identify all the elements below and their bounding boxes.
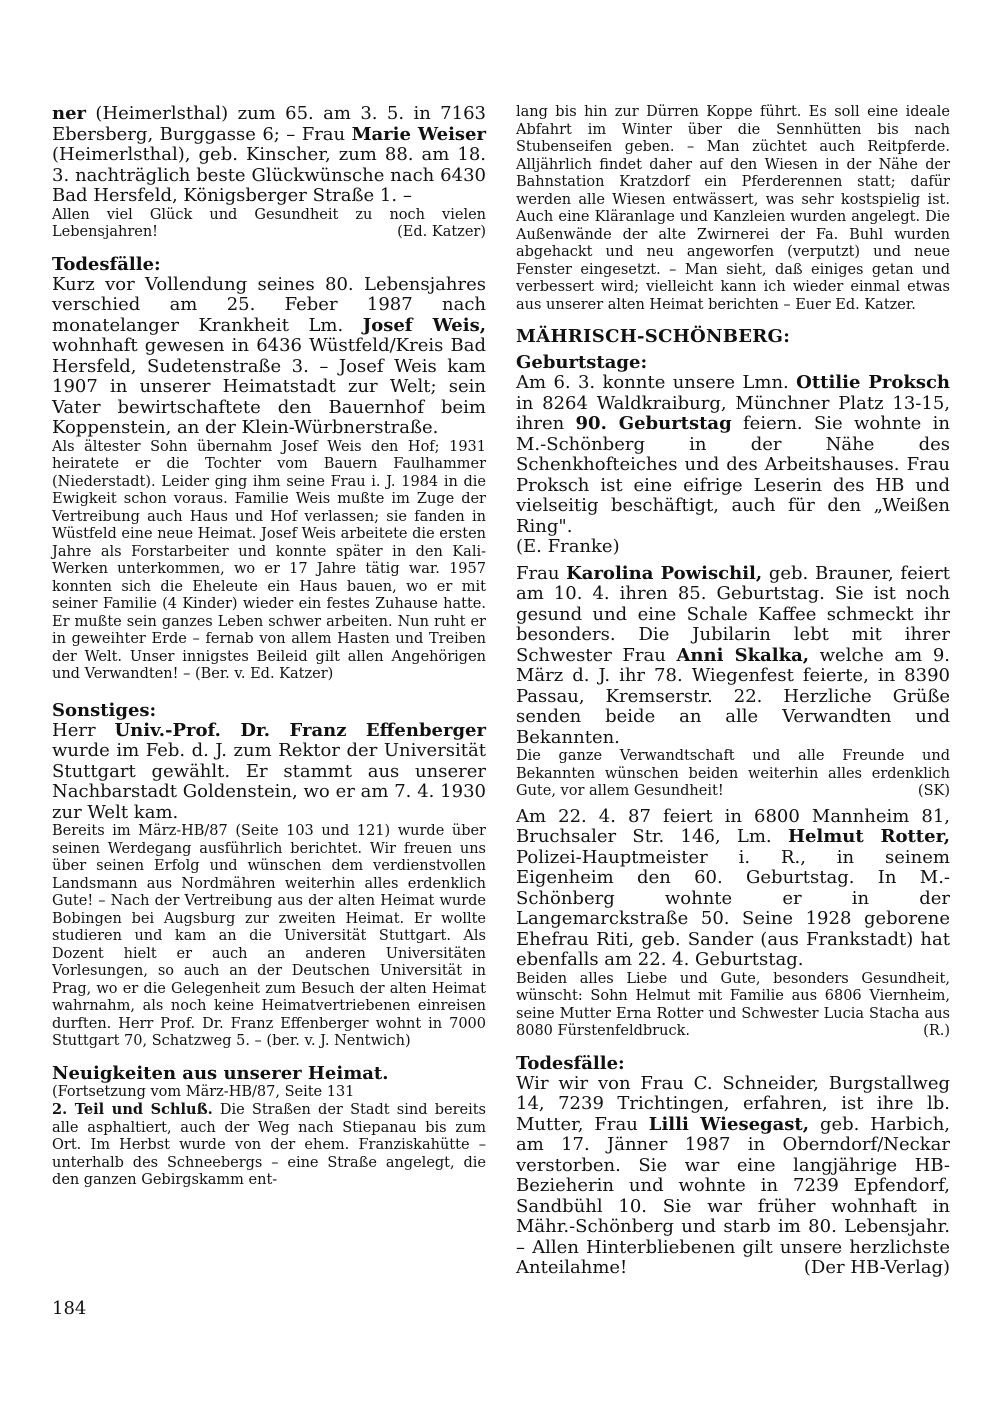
obituary-paragraph: Kurz vor Vollendung seines 80. Lebensjahres verschied am 25. Feber 1987 nach monatelanger Krankheit Lm. Josef Weis, wohnhaft gewesen in 6436 Wüstfeld/Kreis Bad Hersfeld, Sudetenstraße 3. – Josef Weis kam 1907 in unserer Heimatstadt zur Welt; sein Vater bewirtschaftete den Bauernhof beim Koppenstein, an der Klein-Würbnerstraße. xyxy=(52,273,487,438)
name-bold: Univ.-Prof. Dr. Franz Effenberger xyxy=(114,719,486,741)
name-bold: Helmut Rotter, xyxy=(787,826,951,847)
name-bold: Marie Weiser xyxy=(351,123,486,145)
news-details: Bereits im März-HB/87 (Seite 103 und 121) wurde über seinen Werdegang ausführlich berichtet. Wir freuen uns über seinen Erfolg und wünschen dem verdienstvollen Landsmann aus Nordmähren weiterhin alles erdenklich Gute! – Nach der Vertreibung aus der alten Heimat wurde Bobingen bei Augsburg zur zweiten Heimat. Er wollte studieren und kam an die Universität Stuttgart. Als Dozent hielt er auch an anderen Universitäten Vorlesungen, so auch an der Deutschen Universität in Prag, wo er die Gelegenheit zum Besuch der alten Heimat wahrnahm, als noch keine Heimatvertriebenen einreisen durften. Herr Prof. Dr. Franz Effenberger wohnt in 7000 Stuttgart 70, Schatzweg 5. – (ber. v. J. Nentwich) xyxy=(52,823,486,1049)
signature: (Ed. Katzer) xyxy=(397,224,486,240)
right-column xyxy=(516,104,950,1279)
birthday-powischil: Frau Karolina Powischil, geb. Brauner, feiert am 10. 4. ihren 85. Geburtstag. Sie ist noch gesund und eine Schale Kaffee schmeckt ihr besonders. Die Jubilarin lebt mit ihrer Schwester Frau Anni Skalka, welche am 9. März d. J. ihr 78. Wiegenfest feierte, in 8390 Passau, Kremserstr. 22. Herzliche Grüße senden beide an alle Verwandten und Bekannten. xyxy=(516,562,950,748)
name-bold: Anni Skalka, xyxy=(676,644,809,666)
news-continued: lang bis hin zur Dürren Koppe führt. Es soll eine ideale Abfahrt im Winter über die Sennhütten bis nach Stubenseifen geben. – Man züchtet auch Reitpferde. Alljährlich findet daher auf den Wiesen in der Nähe der Bahnstation Kratzdorf ein Pferderennen statt; dafür werden alle Wiesen entwässert, was sehr kostspielig ist. Auch eine Kläranlage und Kanzleien wurden angelegt. Die Außenwände der alte Zwirnerei der Fa. Buhl wurden abgehackt und neu angeworfen (verputzt) und neue Fenster eingesetzt. – Man sieht, daß einiges getan und verbessert wird; vielleicht kann ich wieder einmal etwas aus unserer alten Heimat berichten – Euer Ed. Katzer. xyxy=(516,104,950,313)
news-continuation: 2. Teil und Schluß. Die Straßen der Stadt sind bereits alle asphaltiert, auch der Weg nach Stiepanau bis zum Ort. Im Herbst wurde von der ehem. Franziskahütte – unterhalb des Schneebergs – eine Straße angelegt, die den ganzen Gebirgskamm ent- xyxy=(52,1101,486,1188)
birthday-paragraph xyxy=(52,104,486,207)
obituary-wiesegast: Wir wir von Frau C. Schneider, Burgstallweg 14, 7239 Trichtingen, erfahren, ist ihre lb. Mutter, Frau Lilli Wiesegast, geb. Harbich, am 17. Jänner 1987 in Oberndorf/Neckar verstorben. Sie war eine langjährige HB-Bezieherin und wohnte in 7239 Epfendorf, Sandbühl 10. Sie war früher wohnhaft in Mähr.-Schönberg und starb im 80. Lebensjahr. – Allen Hinterbliebenen gilt unsere herzlichste Anteilahme! (Der HB-Verlag) xyxy=(516,1072,951,1278)
name-bold: Ottilie Proksch xyxy=(796,372,951,393)
birthday-wishes: Beiden alles Liebe und Gute, besonders Gesundheit, wünscht: Sohn Helmut mit Familie aus 6806 Viernheim, seine Mutter Erna Rotter und Schwester Lucia Stacha aus 8080 Fürstenfeldbruck. (R.) xyxy=(516,970,950,1039)
signature: (R.) xyxy=(923,1023,950,1039)
section-title: MÄHRISCH-SCHÖNBERG: xyxy=(516,326,791,347)
name-bold: Josef Weis, xyxy=(362,314,487,336)
heading-todesfaelle: Todesfälle: xyxy=(52,253,161,275)
heading-geburtstage: Geburtstage: xyxy=(516,352,648,373)
heading-sonstiges: Sonstiges: xyxy=(52,699,157,721)
page-number: 184 xyxy=(52,1298,87,1319)
name-bold: Karolina Powischil, xyxy=(566,562,763,584)
signature: (Der HB-Verlag) xyxy=(803,1257,950,1278)
birthday-wishes: Allen viel Glück und Gesundheit zu noch vielen Lebensjahren! (Ed. Katzer) xyxy=(52,206,486,240)
part-label: 2. Teil und Schluß. xyxy=(52,1101,213,1118)
emphasis-bold: 90. Geburtstag xyxy=(575,413,732,434)
heading-todesfaelle: Todesfälle: xyxy=(516,1052,625,1074)
name-bold: Lilli Wiesegast, xyxy=(648,1113,810,1135)
text: (Heimerlsthal), geb. Kinscher, zum 88. am 18. 3. nachträglich beste Glückwünsche nach 6430 Bad Hersfeld, Königsberger Straße 1. – xyxy=(52,144,486,206)
name-bold: ner xyxy=(52,103,87,124)
signature: (SK) xyxy=(917,783,950,799)
birthday-wishes: Die ganze Verwandtschaft und alle Freunde und Bekannten wünschen beiden weiterhin alles erdenklich Gute, vor allem Gesundheit! (SK) xyxy=(516,748,950,799)
birthday-rotter: Am 22. 4. 87 feiert in 6800 Mannheim 81, Bruchsaler Str. 146, Lm. Helmut Rotter, Polizei-Hauptmeister i. R., in seinem Eigenheim den 60. Geburtstag. In M.-Schönberg wohnte er in der Langemarckstraße 50. Seine 1928 geborene Ehefrau Riti, geb. Sander (aus Frankstadt) hat ebenfalls am 22. 4. Geburtstag. xyxy=(516,805,951,970)
text: (Heimerlsthal) zum 65. am 3. 5. in 7163 Ebersberg, Burggasse 6; – Frau xyxy=(52,103,486,145)
news-paragraph: Herr Univ.-Prof. Dr. Franz Effenberger wurde im Feb. d. J. zum Rektor der Universität Stuttgart gewählt. Er stammt aus unserer Nachbarstadt Goldenstein, wo er am 7. 4. 1930 zur Welt kam. xyxy=(52,719,486,823)
obituary-details: Als ältester Sohn übernahm Josef Weis den Hof; 1931 heiratete er die Tochter vom Bauern Faulhammer (Niederstadt). Leider ging ihm seine Frau i. J. 1984 in die Ewigkeit schon voraus. Familie Weis mußte im Zuge der Vertreibung auch Haus und Hof verlassen; sie fanden in Wüstfeld eine neue Heimat. Josef Weis arbeitete die ersten Jahre als Forstarbeiter und konnte später in den Kali-Werken unterkommen, wo er 17 Jahre tätig war. 1957 konnten sich die Eheleute ein Haus bauen, wo er mit seiner Familie (4 Kinder) wieder ein festes Zuhause hatte. Er mußte sein ganzes Leben schwer arbeiten. Nun ruht er in geweihter Erde – fernab von allem Hasten und Treiben der Welt. Unser innigstes Beileid gilt allen Angehörigen und Verwandten! – (Ber. v. Ed. Katzer) xyxy=(52,438,486,682)
continuation-note: (Fortsetzung vom März-HB/87, Seite 131 xyxy=(52,1083,355,1100)
heading-neuigkeiten: Neuigkeiten aus unserer Heimat. xyxy=(52,1062,389,1084)
signature: (E. Franke) xyxy=(516,536,620,557)
left-column xyxy=(52,104,486,1190)
birthday-proksch: Am 6. 3. konnte unsere Lmn. Ottilie Proksch in 8264 Waldkraiburg, Münchner Platz 13-15, ihren 90. Geburtstag feiern. Sie wohnte in M.-Schönberg in der Nähe des Schenkhofteiches und des Arbeitshauses. Frau Proksch ist eine eifrige Leserin des HB und vielseitig beschäftigt, auch für den „Weißen Ring". xyxy=(516,372,951,537)
